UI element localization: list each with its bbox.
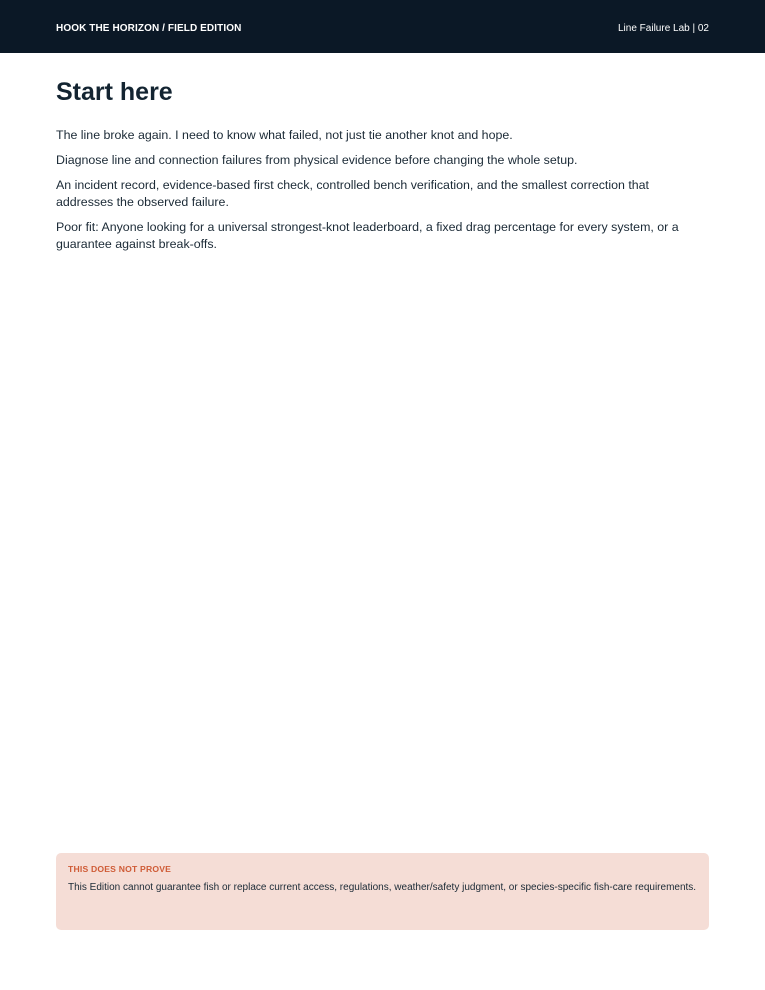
top-banner: [0, 0, 765, 53]
paragraph-deliverables: An incident record, evidence-based first check, controlled bench verification, and the smallest correction that addresses the observed failure.: [56, 178, 649, 209]
callout-text: This Edition cannot guarantee fish or replace current access, regulations, weather/safety judgment, or species-specific fish-care requirements.: [68, 882, 697, 893]
brand-title: HOOK THE HORIZON / FIELD EDITION: [56, 23, 242, 34]
page-reference: Line Failure Lab | 02: [618, 23, 709, 34]
paragraph-purpose: Diagnose line and connection failures from physical evidence before changing the whole setup.: [56, 153, 578, 167]
intro-text: [56, 127, 709, 261]
callout-label: THIS DOES NOT PROVE: [68, 864, 172, 874]
disclaimer-callout: [56, 853, 709, 930]
paragraph-poor-fit: Poor fit: Anyone looking for a universal strongest-knot leaderboard, a fixed drag percentage for every system, or a guarantee against break-offs.: [56, 220, 679, 251]
page-title: Start here: [56, 78, 173, 106]
paragraph-problem: The line broke again. I need to know what failed, not just tie another knot and hope.: [56, 128, 513, 142]
